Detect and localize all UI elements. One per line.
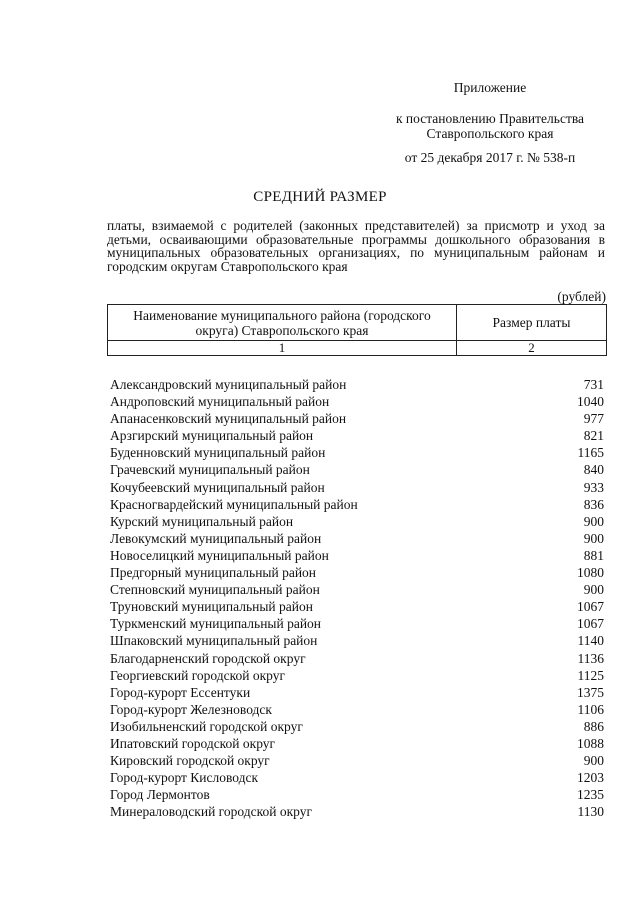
- municipality-name: Курский муниципальный район: [110, 513, 294, 529]
- fee-value: 1106: [577, 701, 604, 717]
- column-number-1: 1: [108, 341, 457, 356]
- municipality-name: Александровский муниципальный район: [110, 377, 347, 392]
- table-row: [110, 752, 604, 769]
- municipality-name: Город-курорт Ессентуки: [110, 684, 251, 700]
- municipality-name: Красногвардейский муниципальный район: [110, 496, 358, 512]
- municipality-name: Новоселицкий муниципальный район: [110, 547, 329, 563]
- table-row: [110, 769, 604, 786]
- fee-value: 821: [583, 428, 604, 444]
- municipality-name: Изобильненский городской округ: [110, 718, 303, 734]
- municipality-name: Грачевский муниципальный район: [110, 462, 310, 478]
- fee-value: 1067: [577, 616, 604, 632]
- municipality-name: Предгорный муниципальный район: [110, 565, 317, 581]
- fee-value: 1203: [577, 770, 604, 786]
- municipality-name: Левокумский муниципальный район: [110, 530, 322, 546]
- municipality-name: Труновский муниципальный район: [110, 599, 313, 615]
- table-row: [110, 547, 604, 564]
- table-row: [110, 513, 604, 530]
- fee-value: 900: [583, 513, 604, 529]
- table-header: [107, 304, 607, 356]
- table-row: [110, 444, 604, 461]
- municipality-name: Минераловодский городской округ: [110, 804, 312, 820]
- table-row: [110, 650, 604, 667]
- currency-unit: (рублей): [557, 289, 606, 304]
- municipality-name: Город-курорт Железноводск: [110, 701, 272, 717]
- table-row: [110, 410, 604, 427]
- municipality-name: Апанасенковский муниципальный район: [110, 411, 347, 427]
- municipality-name: Ипатовский городской округ: [110, 735, 276, 751]
- table-row: [110, 735, 604, 752]
- table-row: [110, 598, 604, 615]
- municipality-name: Кировский городской округ: [110, 753, 270, 769]
- municipality-name: Арзгирский муниципальный район: [110, 428, 314, 444]
- table-row: [110, 479, 604, 496]
- fee-value: 1088: [577, 735, 604, 751]
- table-row: [110, 786, 604, 803]
- annex-label: Приложение: [453, 80, 527, 95]
- fee-value: 731: [583, 377, 604, 392]
- table-row: [110, 376, 604, 393]
- decree-date: от 25 декабря 2017 г. № 538-п: [404, 150, 576, 165]
- fee-value: 1140: [577, 633, 604, 649]
- municipality-name: Город-курорт Кисловодск: [110, 770, 259, 786]
- table-row: [110, 701, 604, 718]
- table-row: [110, 632, 604, 649]
- table-row: [110, 427, 604, 444]
- table-row: [110, 684, 604, 701]
- fee-value: 1235: [577, 787, 604, 803]
- decree-reference-line2: Ставропольского края: [426, 126, 554, 141]
- table-row: [110, 581, 604, 598]
- document-description: платы, взимаемой с родителей (законных представителей) за присмотр и уход за детьми, осваивающими образовательные программы дошкольного образования в муниципальных образовательных организациях, по муниципальным районам и городским округам Ставропольского края: [107, 218, 605, 274]
- fee-value: 836: [583, 496, 604, 512]
- column-number-2: 2: [457, 341, 607, 356]
- table-row: [110, 496, 604, 513]
- fee-value: 886: [583, 718, 604, 734]
- fee-value: 840: [583, 462, 604, 478]
- municipality-name: Кочубеевский муниципальный район: [110, 479, 325, 495]
- fee-value: 1067: [577, 599, 604, 615]
- column-header-name: Наименование муниципального района (городского округа) Ставропольского края: [108, 305, 457, 341]
- table-row: [110, 718, 604, 735]
- fee-value: 1375: [577, 684, 604, 700]
- table-row: [110, 803, 604, 820]
- fee-value: 900: [583, 530, 604, 546]
- municipality-name: Город Лермонтов: [110, 787, 210, 803]
- fee-value: 1040: [577, 394, 604, 410]
- municipality-name: Андроповский муниципальный район: [110, 394, 330, 410]
- fee-value: 1125: [577, 667, 604, 683]
- municipality-name: Георгиевский городской округ: [110, 667, 286, 683]
- fee-value: 1080: [577, 565, 604, 581]
- table-row: [110, 615, 604, 632]
- fee-value: 1136: [577, 650, 604, 666]
- municipality-name: Степновский муниципальный район: [110, 582, 320, 598]
- column-header-fee: Размер платы: [457, 305, 607, 341]
- decree-reference-line1: к постановлению Правительства: [395, 111, 585, 126]
- municipality-name: Благодарненский городской округ: [110, 650, 306, 666]
- decree-reference: [360, 111, 620, 141]
- document-title: СРЕДНИЙ РАЗМЕР: [253, 189, 387, 205]
- municipality-name: Буденновский муниципальный район: [110, 445, 326, 461]
- fee-value: 900: [583, 753, 604, 769]
- fee-value: 1130: [577, 804, 604, 820]
- fee-value: 1165: [577, 445, 604, 461]
- table-row: [110, 530, 604, 547]
- municipality-name: Шпаковский муниципальный район: [110, 633, 318, 649]
- fee-value: 977: [583, 411, 604, 427]
- table-row: [110, 393, 604, 410]
- table-row: [110, 461, 604, 478]
- fee-table-body: [110, 376, 604, 820]
- table-row: [110, 667, 604, 684]
- fee-value: 881: [583, 547, 604, 563]
- fee-value: 900: [583, 582, 604, 598]
- municipality-name: Туркменский муниципальный район: [110, 616, 322, 632]
- table-row: [110, 564, 604, 581]
- fee-value: 933: [583, 479, 604, 495]
